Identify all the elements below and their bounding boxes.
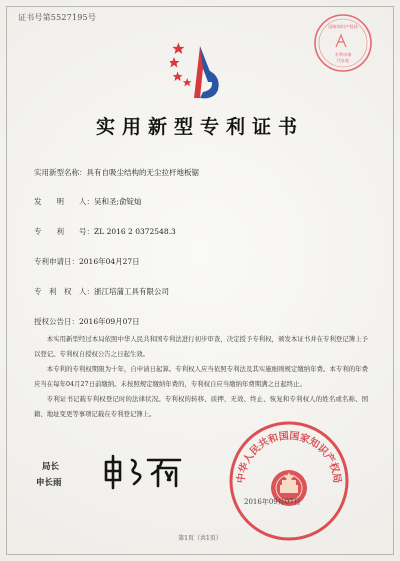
official-seal (226, 418, 352, 544)
inventor-row (34, 196, 142, 207)
certificate-body (34, 332, 368, 422)
patent-number-label: 专 利 号： (34, 227, 94, 236)
filing-date-value: 2016年04月27日 (79, 257, 140, 266)
patent-number-row (34, 226, 176, 237)
utility-model-name-row (34, 167, 199, 178)
patent-number-value: ZL 2016 2 0372548.3 (94, 227, 176, 236)
seal-date: 2016年09月07日 (244, 498, 301, 506)
utility-model-name-value: 具有自吸尘结构的无尘拉杆地板锯 (86, 168, 199, 177)
page-title: 实用新型专利证书 (95, 116, 304, 138)
body-paragraph-1: 本实用新型经过本局依照中华人民共和国专利法进行初步审查，决定授予专利权，颁发本证书并在专利登记簿上予以登记。专利权自授权公告之日起生效。 (34, 335, 368, 358)
inventor-label: 发 明 人： (34, 197, 94, 206)
inventor-value: 吴和圣;俞锭灿 (94, 197, 142, 206)
grant-date-value: 2016年09月07日 (79, 317, 140, 326)
agency-stamp-icon (312, 12, 374, 74)
patentee-row (34, 286, 169, 297)
grant-date-row (34, 316, 140, 327)
patentee-value: 浙江培蒲工具有限公司 (94, 287, 169, 296)
director-title: 局长 (42, 462, 60, 472)
stamp-line-1: 专利申请 (334, 52, 352, 57)
body-paragraph-2: 本专利的专利权期限为十年，自申请日起算。专利权人应当依照专利法及其实施细则规定缴纳年费。本专利的年费应当在每年04月27日前缴纳。未按照规定缴纳年费的，专利权自应当缴纳年费期满之日起终止。 (34, 365, 368, 388)
director-signature (100, 452, 190, 490)
filing-date-row (34, 256, 140, 267)
seal-text: 中华人民共和国国家知识产权局 (235, 430, 343, 484)
certificate-number: 证书号第5527195号 (18, 13, 97, 22)
grant-date-label: 授权公告日： (34, 317, 79, 326)
page-number: 第1页（共1页） (178, 535, 222, 542)
sipo-logo-icon (170, 38, 232, 108)
filing-date-label: 专利申请日： (34, 257, 79, 266)
stamp-line-2: 代办处 (336, 58, 350, 63)
utility-model-name-label: 实用新型名称： (34, 168, 87, 177)
stamp-line-0: 国家知识产权局 (328, 24, 358, 29)
director-subtitle: 申长雨 (36, 478, 62, 488)
patentee-label: 专 利 权 人： (34, 287, 94, 296)
body-paragraph-3: 专利证书记载专利权登记时的法律状况。专利权的转移、质押、无效、终止、恢复和专利权人的姓名或名称、国籍、地址变更等事项记载在专利登记簿上。 (34, 395, 368, 418)
